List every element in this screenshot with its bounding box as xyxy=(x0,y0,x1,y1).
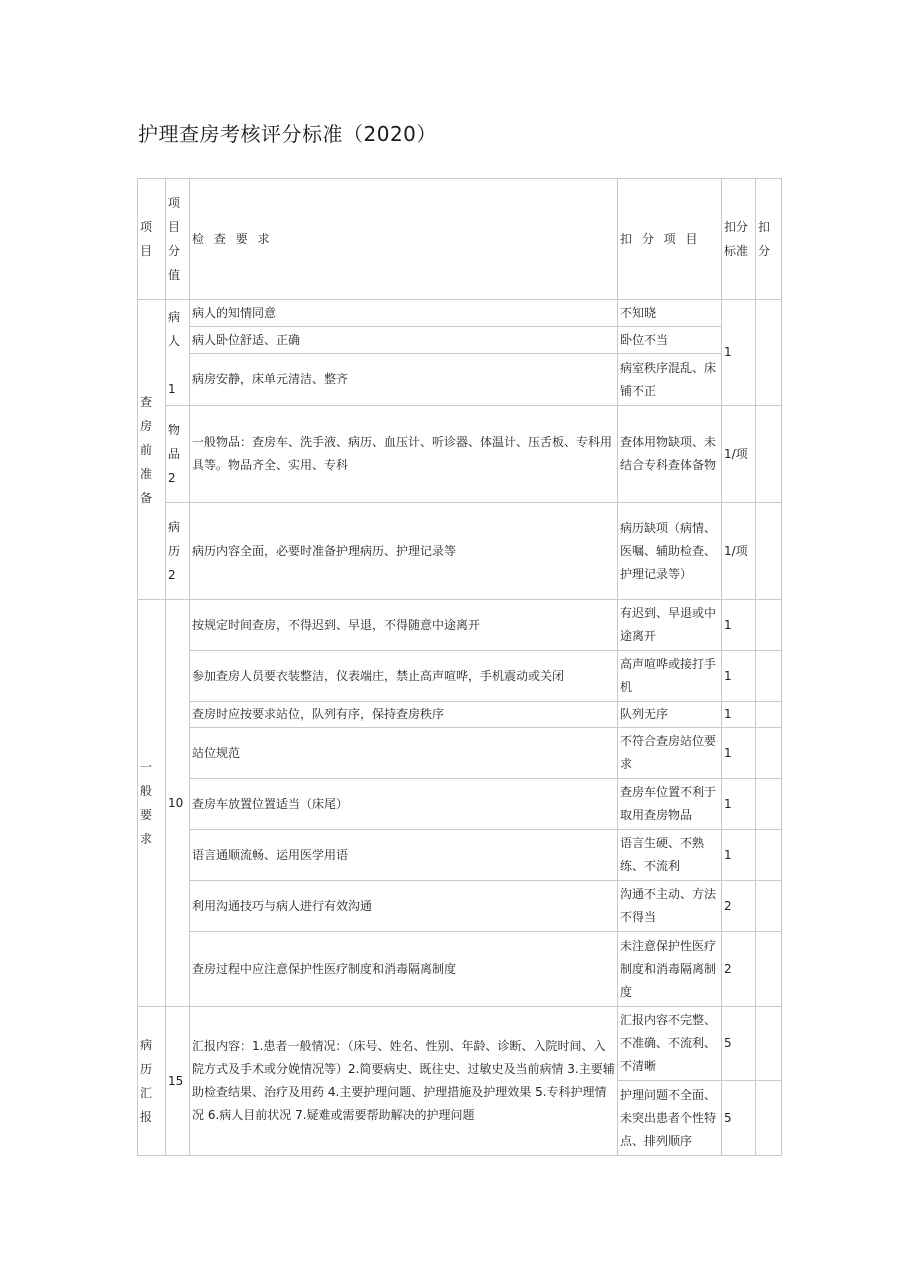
table-row xyxy=(138,327,782,354)
requirement-cell: 一般物品：查房车、洗手液、病历、血压计、听诊器、体温计、压舌板、专科用具等。物品齐全、实用、专科 xyxy=(190,406,618,503)
deduct-standard-cell: 2 xyxy=(722,881,756,932)
deduct-cell xyxy=(756,300,782,406)
table-header-row xyxy=(138,179,782,300)
table-row xyxy=(138,354,782,406)
deduct-item-cell: 队列无序 xyxy=(618,702,722,728)
deduct-standard-cell: 1 xyxy=(722,702,756,728)
deduct-item-cell: 卧位不当 xyxy=(618,327,722,354)
requirement-cell: 病历内容全面，必要时准备护理病历、护理记录等 xyxy=(190,503,618,600)
deduct-standard-cell: 2 xyxy=(722,932,756,1007)
table-row xyxy=(138,728,782,779)
deduct-cell xyxy=(756,503,782,600)
deduct-item-cell: 不符合查房站位要求 xyxy=(618,728,722,779)
table-row xyxy=(138,300,782,327)
requirement-cell: 病人卧位舒适、正确 xyxy=(190,327,618,354)
header-item: 项目 xyxy=(138,179,166,300)
table-row xyxy=(138,779,782,830)
deduct-standard-cell: 5 xyxy=(722,1007,756,1081)
deduct-item-cell: 病历缺项（病情、医嘱、辅助检查、护理记录等） xyxy=(618,503,722,600)
deduct-cell xyxy=(756,702,782,728)
deduct-cell xyxy=(756,932,782,1007)
deduct-standard-cell: 1/项 xyxy=(722,503,756,600)
requirement-cell: 利用沟通技巧与病人进行有效沟通 xyxy=(190,881,618,932)
section-score-report: 15 xyxy=(166,1007,190,1156)
section-label-report: 病历汇报 xyxy=(138,1007,166,1156)
requirement-cell: 查房时应按要求站位，队列有序，保持查房秩序 xyxy=(190,702,618,728)
header-deduct: 扣分 xyxy=(756,179,782,300)
deduct-standard-cell: 1 xyxy=(722,728,756,779)
sub-label-record xyxy=(166,503,190,600)
deduct-cell xyxy=(756,830,782,881)
deduct-item-cell: 有迟到、早退或中途离开 xyxy=(618,600,722,651)
deduct-standard-cell: 1/项 xyxy=(722,406,756,503)
deduct-standard-cell: 1 xyxy=(722,651,756,702)
deduct-item-cell: 查房车位置不利于取用查房物品 xyxy=(618,779,722,830)
requirement-cell: 查房车放置位置适当（床尾） xyxy=(190,779,618,830)
sub-name: 病人 xyxy=(168,309,181,348)
scoring-table xyxy=(137,178,782,1156)
table-row xyxy=(138,830,782,881)
deduct-cell xyxy=(756,406,782,503)
sub-name: 病历 xyxy=(168,520,181,558)
table-row xyxy=(138,932,782,1007)
requirement-cell: 查房过程中应注意保护性医疗制度和消毒隔离制度 xyxy=(190,932,618,1007)
deduct-cell xyxy=(756,728,782,779)
header-score: 项目分值 xyxy=(166,179,190,300)
deduct-cell xyxy=(756,651,782,702)
sub-name: 物品 xyxy=(168,423,181,461)
requirement-cell: 病房安静，床单元清洁、整齐 xyxy=(190,354,618,406)
deduct-standard-cell: 5 xyxy=(722,1081,756,1156)
deduct-item-cell: 汇报内容不完整、不准确、不流利、不清晰 xyxy=(618,1007,722,1081)
deduct-cell xyxy=(756,881,782,932)
section-label-general: 一般要求 xyxy=(138,600,166,1007)
page-title: 护理查房考核评分标准（2020） xyxy=(138,122,437,146)
requirement-cell: 参加查房人员要衣装整洁，仪表端庄，禁止高声喧哗，手机震动或关闭 xyxy=(190,651,618,702)
deduct-item-cell: 不知晓 xyxy=(618,300,722,327)
table-row xyxy=(138,600,782,651)
deduct-standard-cell: 1 xyxy=(722,830,756,881)
header-deduct-item: 扣 分 项 目 xyxy=(618,179,722,300)
header-requirement: 检 查 要 求 xyxy=(190,179,618,300)
deduct-item-cell: 病室秩序混乱、床铺不正 xyxy=(618,354,722,406)
section-score-general: 10 xyxy=(166,600,190,1007)
requirement-cell: 汇报内容：1.患者一般情况：（床号、姓名、性别、年龄、诊断、入院时间、入院方式及手术或分娩情况等）2.简要病史、既往史、过敏史及当前病情 3.主要辅助检查结果、治疗及用药 4.主要护理问题、护理措施及护理效果 5.专科护理情况 6.病人目前状况 7.疑难或需要帮助解决的护理问题 xyxy=(190,1007,618,1156)
deduct-standard-cell: 1 xyxy=(722,779,756,830)
requirement-cell: 语言通顺流畅、运用医学用语 xyxy=(190,830,618,881)
deduct-standard-cell: 1 xyxy=(722,300,756,406)
deduct-item-cell: 未注意保护性医疗制度和消毒隔离制度 xyxy=(618,932,722,1007)
deduct-item-cell: 护理问题不全面、未突出患者个性特点、排列顺序 xyxy=(618,1081,722,1156)
deduct-cell xyxy=(756,1081,782,1156)
table-row xyxy=(138,702,782,728)
sub-score: 1 xyxy=(168,381,176,396)
sub-label-patient xyxy=(166,300,190,406)
deduct-item-cell: 语言生硬、不熟练、不流利 xyxy=(618,830,722,881)
table-row xyxy=(138,651,782,702)
header-deduct-standard: 扣分标准 xyxy=(722,179,756,300)
deduct-item-cell: 查体用物缺项、未结合专科查体备物 xyxy=(618,406,722,503)
table-row xyxy=(138,881,782,932)
table-row xyxy=(138,1007,782,1081)
requirement-cell: 病人的知情同意 xyxy=(190,300,618,327)
deduct-item-cell: 高声喧哗或接打手机 xyxy=(618,651,722,702)
sub-score: 2 xyxy=(168,568,176,582)
requirement-cell: 按规定时间查房，不得迟到、早退，不得随意中途离开 xyxy=(190,600,618,651)
table-row xyxy=(138,406,782,503)
deduct-cell xyxy=(756,600,782,651)
section-label-prep: 查房前准备 xyxy=(138,300,166,600)
deduct-cell xyxy=(756,779,782,830)
sub-score: 2 xyxy=(168,471,176,485)
requirement-cell: 站位规范 xyxy=(190,728,618,779)
deduct-item-cell: 沟通不主动、方法不得当 xyxy=(618,881,722,932)
deduct-cell xyxy=(756,1007,782,1081)
deduct-standard-cell: 1 xyxy=(722,600,756,651)
sub-label-goods xyxy=(166,406,190,503)
table-row xyxy=(138,503,782,600)
